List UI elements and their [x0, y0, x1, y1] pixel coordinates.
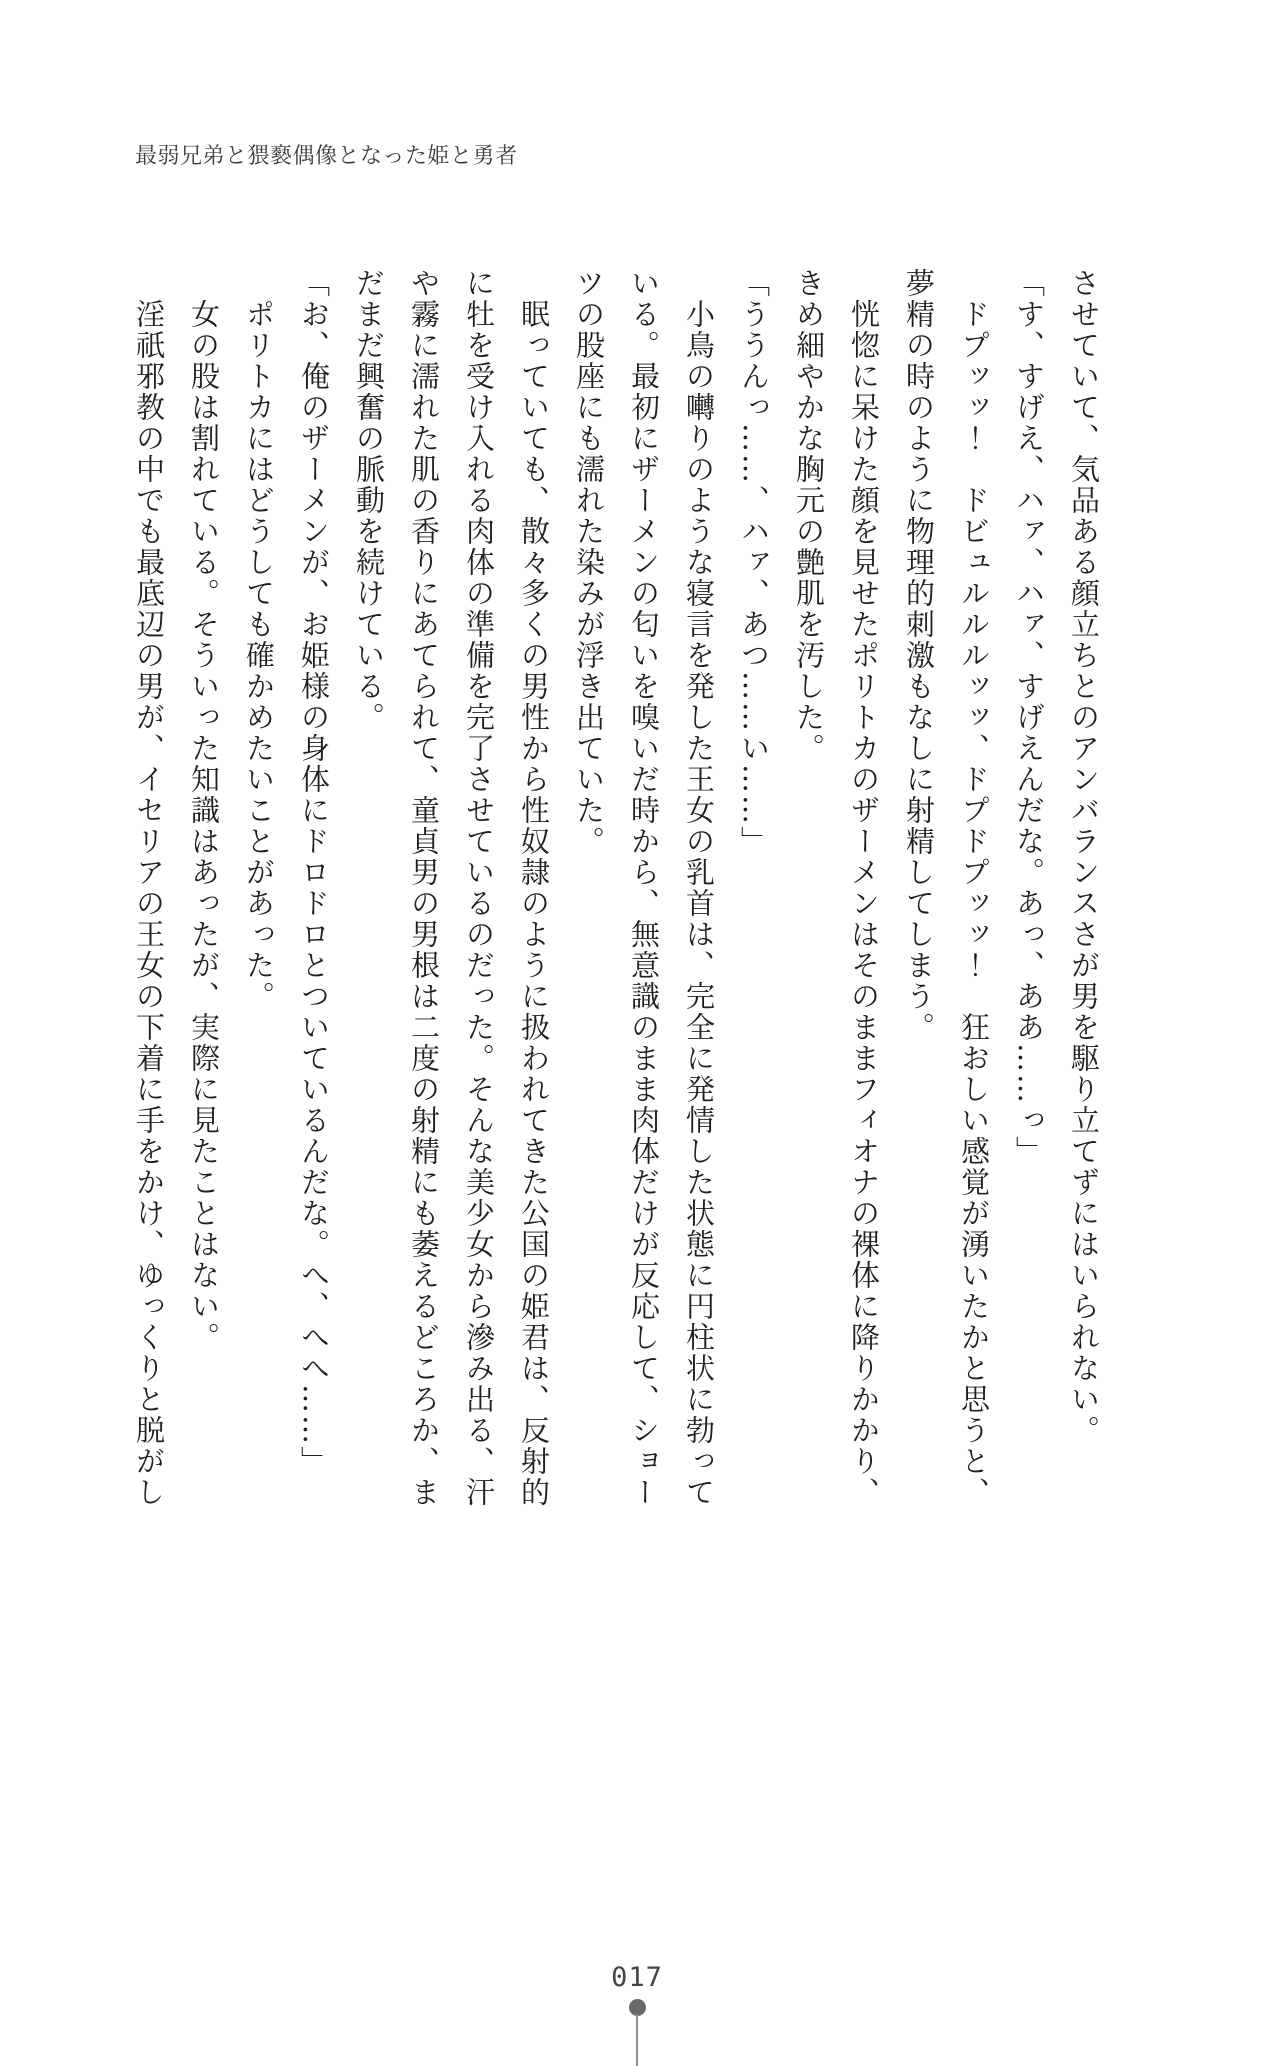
- text-column: 恍惚に呆けた顔を見せたポリトカのザーメンはそのままフィオナの裸体に降りかかり、: [847, 268, 881, 1508]
- text-column: ツの股座にも濡れた染みが浮き出ていた。: [572, 268, 606, 857]
- page-number: 017: [611, 1962, 663, 1993]
- text-column: いる。最初にザーメンの匂いを嗅いだ時から、無意識のまま肉体だけが反応して、ショー: [627, 268, 661, 1508]
- novel-text-block: [121, 268, 1111, 1568]
- text-column: ドプッッ！ ドビュルルルッッ、ドプドプッッ！ 狂おしい感覚が湧いたかと思うと、: [957, 268, 991, 1508]
- text-column: や霧に濡れた肌の香りにあてられて、童貞男の男根は二度の射精にも萎えるどころか、ま: [407, 268, 441, 1508]
- text-column: させていて、気品ある顔立ちとのアンバランスさが男を駆り立てずにはいられない。: [1067, 268, 1101, 1446]
- text-column: 女の股は割れている。そういった知識はあったが、実際に見たことはない。: [187, 268, 221, 1353]
- text-column: 眠っていても、散々多くの男性から性奴隷のように扱われてきた公国の姫君は、反射的: [517, 268, 551, 1508]
- text-column: 「す、すげえ、ハァ、ハァ、すげえんだな。あっ、ああ……っ」: [1012, 268, 1046, 1167]
- text-column: きめ細やかな胸元の艶肌を汚した。: [792, 268, 826, 764]
- text-column: に牡を受け入れる肉体の準備を完了させているのだった。そんな美少女から滲み出る、汗: [462, 268, 496, 1508]
- text-column: 淫祇邪教の中でも最底辺の男が、イセリアの王女の下着に手をかけ、ゆっくりと脱がし: [132, 268, 166, 1508]
- text-column: ポリトカにはどうしても確かめたいことがあった。: [242, 268, 276, 1012]
- text-column: だまだ興奮の脈動を続けている。: [352, 268, 386, 733]
- running-header-title: 最弱兄弟と猥褻偶像となった姫と勇者: [135, 144, 518, 169]
- text-column: 夢精の時のように物理的刺激もなしに射精してしまう。: [902, 268, 936, 1043]
- text-column: 「お、俺のザーメンが、お姫様の身体にドロドロとついているんだな。へ、へへ……」: [297, 268, 331, 1477]
- text-column: 小鳥の囀りのような寝言を発した王女の乳首は、完全に発情した状態に円柱状に勃って: [682, 268, 716, 1508]
- footer-rule-line: [636, 2014, 638, 2066]
- text-column: 「ううんっ……、ハァ、あつ……い……」: [737, 268, 771, 857]
